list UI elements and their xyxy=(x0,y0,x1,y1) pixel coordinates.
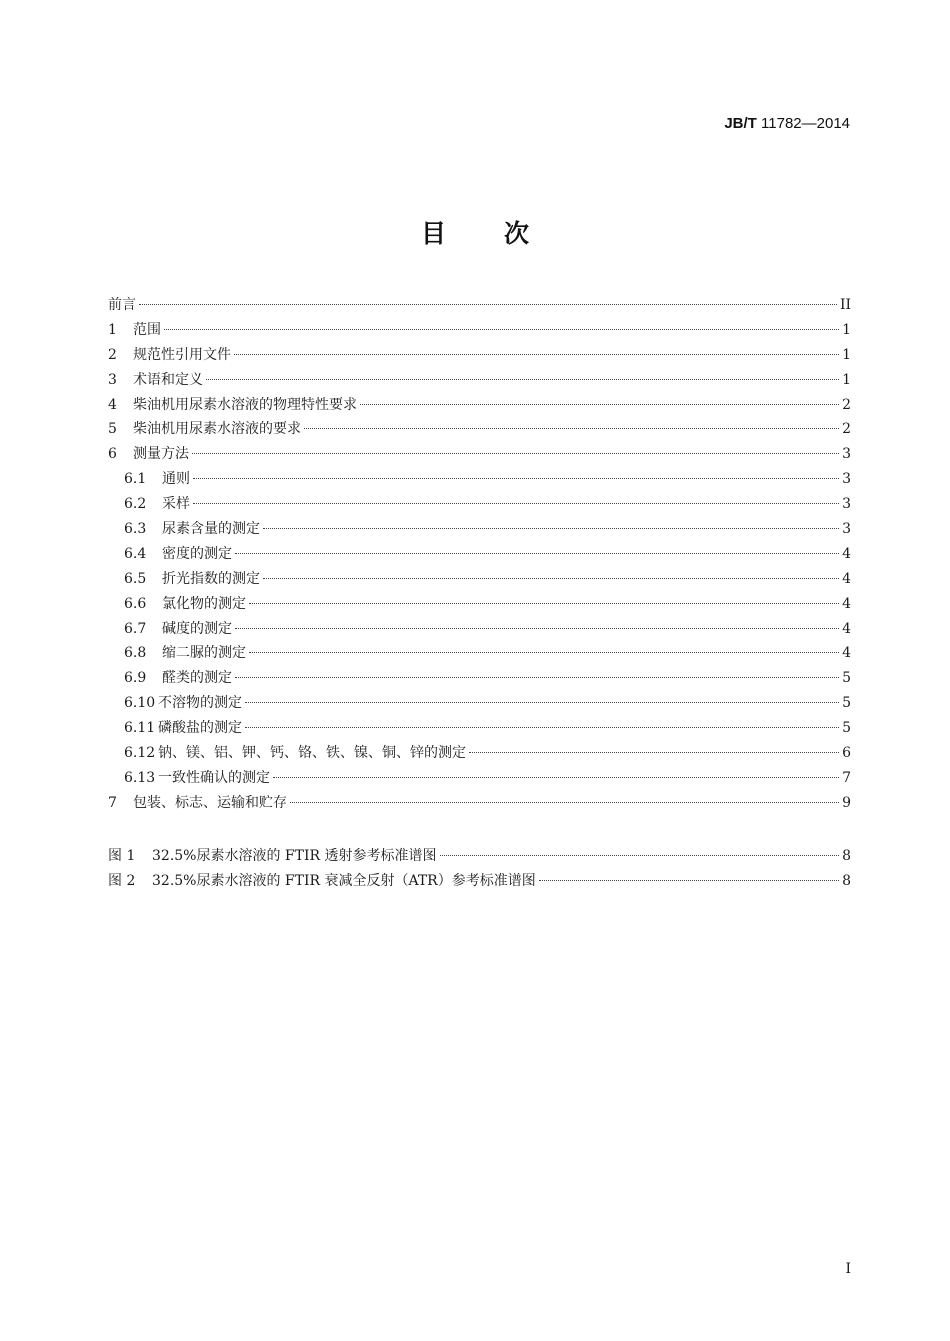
toc-entry-label: 规范性引用文件 xyxy=(133,346,231,363)
toc-entry-label: 通则 xyxy=(162,471,190,488)
toc-entry-label: 密度的测定 xyxy=(162,545,232,562)
toc-entry-number: 6.6 xyxy=(124,595,147,612)
toc-entry-number: 2 xyxy=(108,346,117,363)
toc-entry-page: 9 xyxy=(842,794,851,811)
dot-leader xyxy=(249,652,839,653)
toc-entry-page: 4 xyxy=(842,595,851,612)
dot-leader xyxy=(193,503,839,504)
toc-entry-page: 5 xyxy=(842,695,851,712)
dot-leader xyxy=(263,528,839,529)
toc-entry-number: 6.11 xyxy=(124,720,156,737)
toc-entry[interactable] xyxy=(108,791,851,816)
toc-entry-label: 柴油机用尿素水溶液的物理特性要求 xyxy=(133,396,357,413)
toc-entry-number: 4 xyxy=(108,396,117,413)
dot-leader xyxy=(206,379,839,380)
figure-number: 图 1 xyxy=(108,848,136,864)
dot-leader xyxy=(290,802,839,803)
toc-entry[interactable] xyxy=(108,741,851,766)
toc-entry-page: 7 xyxy=(842,769,851,786)
toc-entry-page: 4 xyxy=(842,545,851,562)
dot-leader xyxy=(273,777,839,778)
standard-code xyxy=(724,115,850,132)
toc-entry[interactable] xyxy=(108,592,851,617)
toc-entry-page: 8 xyxy=(842,872,851,889)
toc-entry-page: 6 xyxy=(842,745,851,762)
toc-entry[interactable] xyxy=(108,567,851,592)
dot-leader xyxy=(139,304,837,305)
toc-entry[interactable] xyxy=(108,691,851,716)
toc-entry[interactable] xyxy=(108,844,851,869)
dot-leader xyxy=(539,880,839,881)
standard-number: 11782—2014 xyxy=(761,115,850,132)
toc-entry-page: 4 xyxy=(842,645,851,662)
toc-entry-number: 6.12 xyxy=(124,745,156,762)
dot-leader xyxy=(193,478,839,479)
toc-entry-number: 6.5 xyxy=(124,570,147,587)
toc-entry-page: 2 xyxy=(842,396,851,413)
toc-entry[interactable] xyxy=(108,417,851,442)
toc-entry-page: 1 xyxy=(842,321,851,338)
toc-entry-page: 4 xyxy=(842,620,851,637)
toc-entry-page: 5 xyxy=(842,670,851,687)
toc-entry-label: 32.5%尿素水溶液的 FTIR 衰减全反射（ATR）参考标准谱图 xyxy=(152,872,536,889)
toc-entry-label: 术语和定义 xyxy=(133,371,203,388)
toc-entry-label: 醛类的测定 xyxy=(162,670,232,687)
toc-entry-number: 6.3 xyxy=(124,521,147,538)
toc-entry-label: 采样 xyxy=(162,496,190,513)
dot-leader xyxy=(304,428,839,429)
toc-entry[interactable] xyxy=(108,666,851,691)
toc-entry-number: 6.9 xyxy=(124,670,147,687)
dot-leader xyxy=(360,404,839,405)
toc-entry-number: 5 xyxy=(108,421,117,438)
toc-entry-label: 前言 xyxy=(108,297,136,313)
toc-entry-page: 2 xyxy=(842,421,851,438)
toc-entry[interactable] xyxy=(108,368,851,393)
page-number: I xyxy=(845,1261,851,1277)
toc-entry-number: 6.13 xyxy=(124,769,156,786)
toc-entry-page: 3 xyxy=(842,471,851,488)
toc-entry-label: 尿素含量的测定 xyxy=(162,521,260,538)
toc-entry[interactable] xyxy=(108,766,851,791)
toc-entry-number: 3 xyxy=(108,371,117,388)
toc-entry-page: 3 xyxy=(842,521,851,538)
toc-entry[interactable] xyxy=(108,293,851,318)
dot-leader xyxy=(164,329,839,330)
toc-entry-page: 1 xyxy=(842,371,851,388)
toc-entry[interactable] xyxy=(108,343,851,368)
toc-entry-label: 不溶物的测定 xyxy=(158,695,242,712)
toc-entry-label: 氯化物的测定 xyxy=(162,595,246,612)
dot-leader xyxy=(235,677,839,678)
toc-entry-number: 6.7 xyxy=(124,620,147,637)
toc-entry[interactable] xyxy=(108,492,851,517)
toc-entry-number: 6.10 xyxy=(124,695,156,712)
dot-leader xyxy=(263,578,839,579)
toc-entry-number: 6.1 xyxy=(124,471,147,488)
dot-leader xyxy=(235,628,839,629)
toc-entry[interactable] xyxy=(108,869,851,894)
toc-entry-number: 6 xyxy=(108,446,117,463)
dot-leader xyxy=(469,752,839,753)
toc-entry-label: 一致性确认的测定 xyxy=(158,769,270,786)
toc-entry[interactable] xyxy=(108,467,851,492)
toc-entry[interactable] xyxy=(108,318,851,343)
figure-list xyxy=(108,844,851,894)
toc-entry-number: 6.8 xyxy=(124,645,147,662)
dot-leader xyxy=(245,727,839,728)
toc-entry-label: 测量方法 xyxy=(133,446,189,463)
toc-entry-page: II xyxy=(839,297,851,313)
toc-entry-label: 柴油机用尿素水溶液的要求 xyxy=(133,421,301,438)
toc-entry-page: 4 xyxy=(842,570,851,587)
toc-entry-label: 32.5%尿素水溶液的 FTIR 透射参考标准谱图 xyxy=(152,848,437,864)
toc-entry[interactable] xyxy=(108,517,851,542)
toc-entry-number: 1 xyxy=(108,321,117,338)
standard-prefix: JB/T xyxy=(724,115,757,132)
toc-entry-label: 包装、标志、运输和贮存 xyxy=(133,794,287,811)
toc-entry-page: 5 xyxy=(842,720,851,737)
toc-entry-label: 钠、镁、铝、钾、钙、铬、铁、镍、铜、锌的测定 xyxy=(158,745,466,762)
figure-number: 图 2 xyxy=(108,872,136,889)
toc-entry-label: 碱度的测定 xyxy=(162,620,232,637)
toc-entry-label: 范围 xyxy=(133,321,161,338)
toc-entry[interactable] xyxy=(108,542,851,567)
toc-entry-label: 缩二脲的测定 xyxy=(162,645,246,662)
page-title: 目次 xyxy=(420,219,587,248)
dot-leader xyxy=(235,553,839,554)
dot-leader xyxy=(249,603,839,604)
toc-entry[interactable] xyxy=(108,641,851,666)
toc-entry-page: 8 xyxy=(842,848,851,864)
toc-entry-page: 3 xyxy=(842,446,851,463)
toc-entry[interactable] xyxy=(108,617,851,642)
toc-entry[interactable] xyxy=(108,393,851,418)
toc-entry-label: 折光指数的测定 xyxy=(162,570,260,587)
toc-entry[interactable] xyxy=(108,716,851,741)
toc-entry[interactable] xyxy=(108,442,851,467)
dot-leader xyxy=(192,453,839,454)
toc-entry-number: 7 xyxy=(108,794,117,811)
dot-leader xyxy=(234,354,839,355)
toc-entry-number: 6.2 xyxy=(124,496,147,513)
toc-entry-number: 6.4 xyxy=(124,545,147,562)
toc-entry-label: 磷酸盐的测定 xyxy=(158,720,242,737)
toc-entry-page: 3 xyxy=(842,496,851,513)
dot-leader xyxy=(440,855,840,856)
table-of-contents xyxy=(108,293,851,816)
dot-leader xyxy=(245,702,839,703)
toc-entry-page: 1 xyxy=(842,346,851,363)
